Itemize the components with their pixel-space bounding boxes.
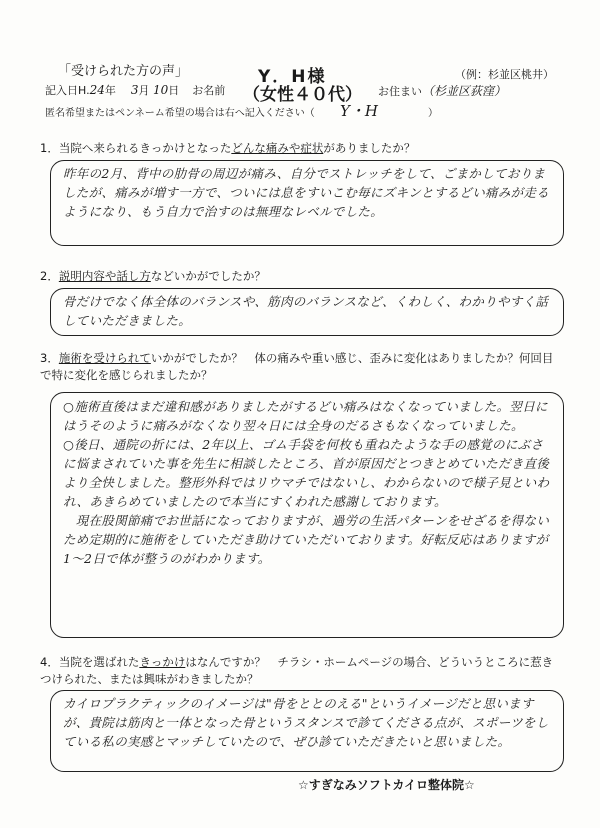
question-2 (40, 268, 560, 285)
question-2-prefix: 2． (40, 269, 59, 283)
answer-box-1 (50, 160, 564, 246)
question-4-prefix: 4．当院を選ばれた (40, 655, 140, 669)
form-title: 「受けられた方の声」 (58, 64, 189, 79)
question-3-keyword: 施術を受けられて (58, 351, 151, 365)
question-1-keyword: どんな痛みや症状 (231, 141, 324, 155)
question-1 (40, 140, 560, 157)
date-label: 記入日H. (45, 84, 90, 97)
answer-2-text: 骨だけでなく体全体のバランスや、筋肉のバランスなど、くわしく、わかりやすく話していただきました。 (63, 294, 549, 328)
anon-close: ） (428, 108, 438, 119)
question-4 (40, 654, 560, 688)
question-4-keyword: きっかけ (139, 655, 186, 669)
date-month: 3 (130, 83, 139, 97)
answer-4-text: カイロプラクティックのイメージは"骨をととのえる"というイメージだと思いますが、貴院は筋肉と一体となった骨というスタンスで診てくださる点が、スポーツをしている私の実感とマッチしていたので、ぜひ診ていただきたいと思いました。 (63, 696, 549, 749)
answer-box-4 (50, 690, 564, 772)
answer-1-text: 昨年の2月、背中の肋骨の周辺が痛み、自分でストレッチをして、ごまかしておりましたが、痛みが増す一方で、ついには息をすいこむ毎にズキンとするどい痛みが走るようになり、もう自力で治すのは無理なレベルでした。 (63, 166, 550, 219)
month-label: 月 (138, 84, 150, 97)
answer-box-3 (50, 392, 564, 638)
address-row (378, 82, 506, 99)
question-3-suffix: いかがでしたか？ 体の痛みや重い感じ、歪みに変化はありましたか？何回目で特に変化を感じられましたか？ (40, 351, 554, 382)
date-day: 10 (153, 83, 169, 97)
address-example: （例：杉並区桃井） (455, 68, 554, 81)
year-label: 年 (104, 84, 116, 97)
day-label: 日 (168, 84, 180, 97)
name-label: お名前 (192, 84, 226, 97)
answer-box-2 (50, 288, 564, 336)
anon-label: 匿名希望またはペンネーム希望の場合は右へ記入ください（ (45, 108, 315, 119)
gender-age: （女性４０代） (243, 85, 362, 105)
answer-3-text: ○施術直後はまだ違和感がありましたがするどい痛みはなくなっていました。翌日にはうそのように痛みがなくなり翌々日には全身のだるさもなくなっていました。 ○後日、通院の折には、2年以上、ゴム手袋を何枚も重ねたような手の感覚のにぶさに悩まされていた事を先生に相談したところ、首が原因だとつきとめていただき直後より全快しました。整形外科ではリウマチではないし、わからないので様子見といわれ、あきらめていましたので本当にすくわれた感謝しております。 現在股関節痛でお世話になっておりますが、過労の生活パターンをせざるを得ないため定期的に施術をしていただき助けていただいております。好転反応はありますが1〜2日で体が整うのがわかります。 (63, 399, 550, 566)
question-4-suffix: はなんですか？ チラシ・ホームページの場合、どういうところに惹きつけられた、または興味がわきましたか？ (40, 655, 554, 686)
clinic-name: ☆すぎなみソフトカイロ整体院☆ (298, 778, 475, 792)
question-1-suffix: がありましたか？ (323, 141, 416, 155)
question-2-suffix: などいかがでしたか？ (150, 269, 266, 283)
address-label: お住まい (378, 85, 422, 98)
anon-value: Y・H (340, 102, 378, 120)
question-2-keyword: 説明内容や話し方 (58, 269, 151, 283)
question-3-prefix: 3． (40, 351, 59, 365)
entry-date-row (45, 82, 225, 98)
address-value: （杉並区荻窪） (422, 84, 507, 98)
anonymous-row (45, 104, 315, 119)
question-1-prefix: 1．当院へ来られるきっかけとなった (40, 141, 232, 155)
customer-name: Y．H様 (258, 67, 327, 87)
date-year: 24 (89, 83, 105, 97)
question-3 (40, 350, 560, 384)
